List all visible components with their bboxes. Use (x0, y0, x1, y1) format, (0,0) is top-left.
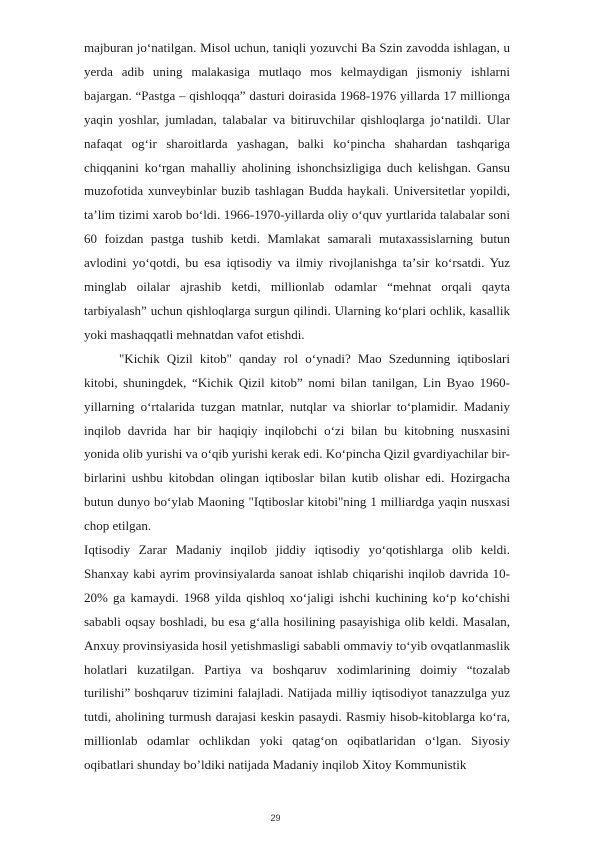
paragraph: "Kichik Qizil kitob" qanday rol oʻynadi? Mao Szedunning iqtiboslari kitobi, shuningdek, “Kichik Qizil kitob” nomi bilan tanilgan, Lin Byao 1960-yillarning oʻrtalarida tuzgan matnlar, nutqlar va shiorlar toʻplamidir. Madaniy inqilob davrida har bir haqiqiy inqilobchi oʻzi bilan bu kitobning nusxasini yonida olib yurishi va oʻqib yurishi kerak edi. Koʻpincha Qizil gvardiyachilar bir-birlarini ushbu kitobdan olingan iqtiboslar bilan kutib olishar edi. Hozirgacha butun dunyo boʻylab Maoning "Iqtiboslar kitobi"ning 1 milliardga yaqin nusxasi chop etilgan. (84, 350, 510, 534)
page-number: 29 (270, 813, 281, 823)
body-text (84, 36, 510, 777)
paragraph: majburan joʻnatilgan. Misol uchun, taniqli yozuvchi Ba Szin zavodda ishlagan, u yerda adib uning malakasiga mutlaqo mos kelmaydigan jismoniy ishlarni bajargan. “Pastga – qishloqqa” dasturi doirasida 1968-1976 yillarda 17 millionga yaqin yoshlar, jumladan, talabalar va bitiruvchilar qishloqlarga joʻnatildi. Ular nafaqat ogʻir sharoitlarda yashagan, balki koʻpincha shahardan tashqariga chiqqanini koʻrgan mahalliy aholining ishonchsizligiga duch kelishgan. Gansu muzofotida xunveybinlar buzib tashlagan Budda haykali. Universitetlar yopildi, taʼlim tizimi xarob boʻldi. 1966-1970-yillarda oliy oʻquv yurtlarida talabalar soni 60 foizdan pastga tushib ketdi. Mamlakat samarali mutaxassislarning butun avlodini yoʻqotdi, bu esa iqtisodiy va ilmiy rivojlanishga taʼsir koʻrsatdi. Yuz minglab oilalar ajrashib ketdi, millionlab odamlar “mehnat orqali qayta tarbiyalash” uchun qishloqlarga surgun qilindi. Ularning koʻplari ochlik, kasallik yoki mashaqqatli mehnatdan vafot etishdi. (84, 40, 510, 342)
page-number-container (0, 813, 595, 823)
paragraph: Iqtisodiy Zarar Madaniy inqilob jiddiy iqtisodiy yoʻqotishlarga olib keldi. Shanxay kabi ayrim provinsiyalarda sanoat ishlab chiqarishi inqilob davrida 10-20% ga kamaydi. 1968 yilda qishloq xoʻjaligi ishchi kuchining koʻp koʻchishi sababli oqsay boshladi, bu esa gʻalla hosilining pasayishiga olib keldi. Masalan, Anxuy provinsiyasida hosil yetishmasligi sababli ommaviy toʻyib ovqatlanmaslik holatlari kuzatilgan. Partiya va boshqaruv xodimlarining doimiy “tozalab turilishi” boshqaruv tizimini falajladi. Natijada milliy iqtisodiyot tanazzulga yuz tutdi, aholining turmush darajasi keskin pasaydi. Rasmiy hisob-kitoblarga koʻra, millionlab odamlar ochlikdan yoki qatagʻon oqibatlaridan oʻlgan. Siyosiy oqibatlari shunday bo’ldiki natijada Madaniy inqilob Xitoy Kommunistik (84, 542, 510, 773)
